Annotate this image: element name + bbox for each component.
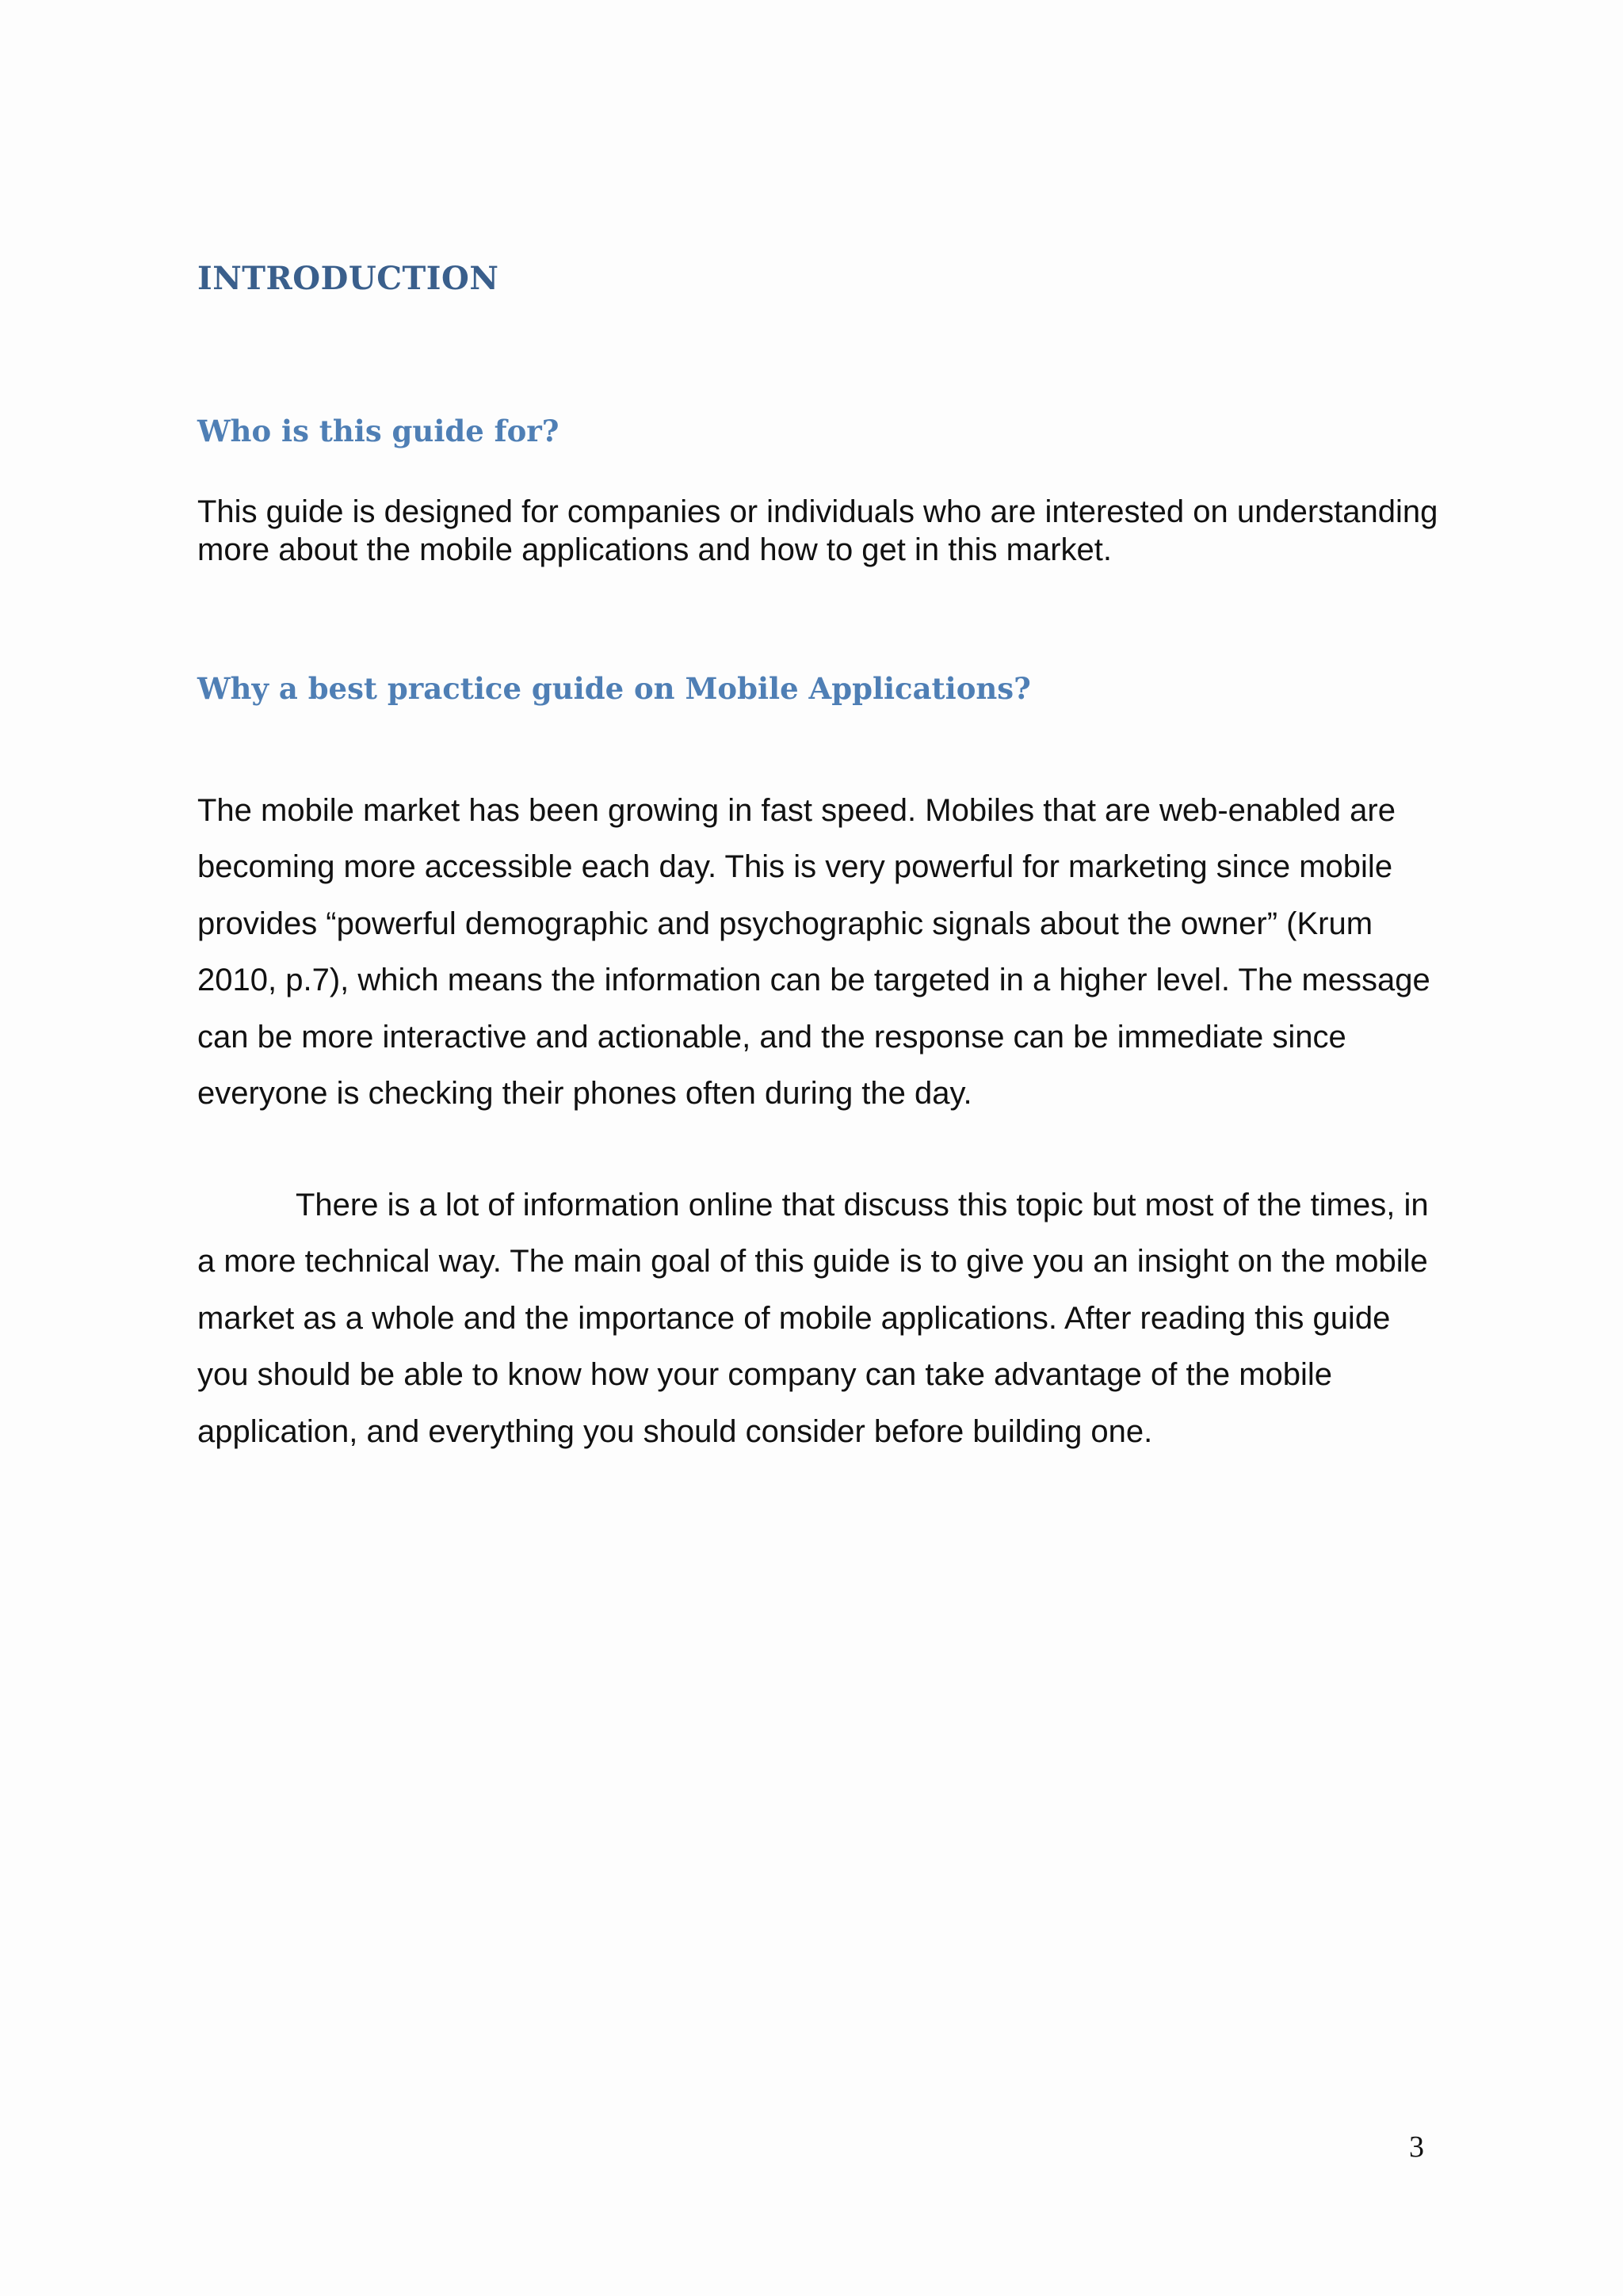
section-title-why: Why a best practice guide on Mobile Applications? [197,671,1031,706]
section-title-who: Who is this guide for? [197,414,559,448]
section-paragraph-why-1: The mobile market has been growing in fast speed. Mobiles that are web-enabled are becoming more accessible each day. This is very powerful for marketing since mobile provides “powerful demographic and psychographic signals about the owner” (Krum 2010, p.7), which means the information can be targeted in a higher level. The message can be more interactive and actionable, and the response can be immediate since everyone is checking their phones often during the day. [197,793,1430,1112]
page-number: 3 [1409,2130,1424,2164]
section-paragraph-why-2: There is a lot of information online that discuss this topic but most of the times, in a more technical way. The main goal of this guide is to give you an insight on the mobile market as a whole and the importance of mobile applications. After reading this guide you should be able to know how your company can take advantage of the mobile application, and everything you should consider before building one. [197,1188,1429,1449]
page-heading: INTRODUCTION [197,260,499,297]
section-paragraph-who: This guide is designed for companies or individuals who are interested on understanding more about the mobile applications and how to get in this market. [197,494,1438,567]
